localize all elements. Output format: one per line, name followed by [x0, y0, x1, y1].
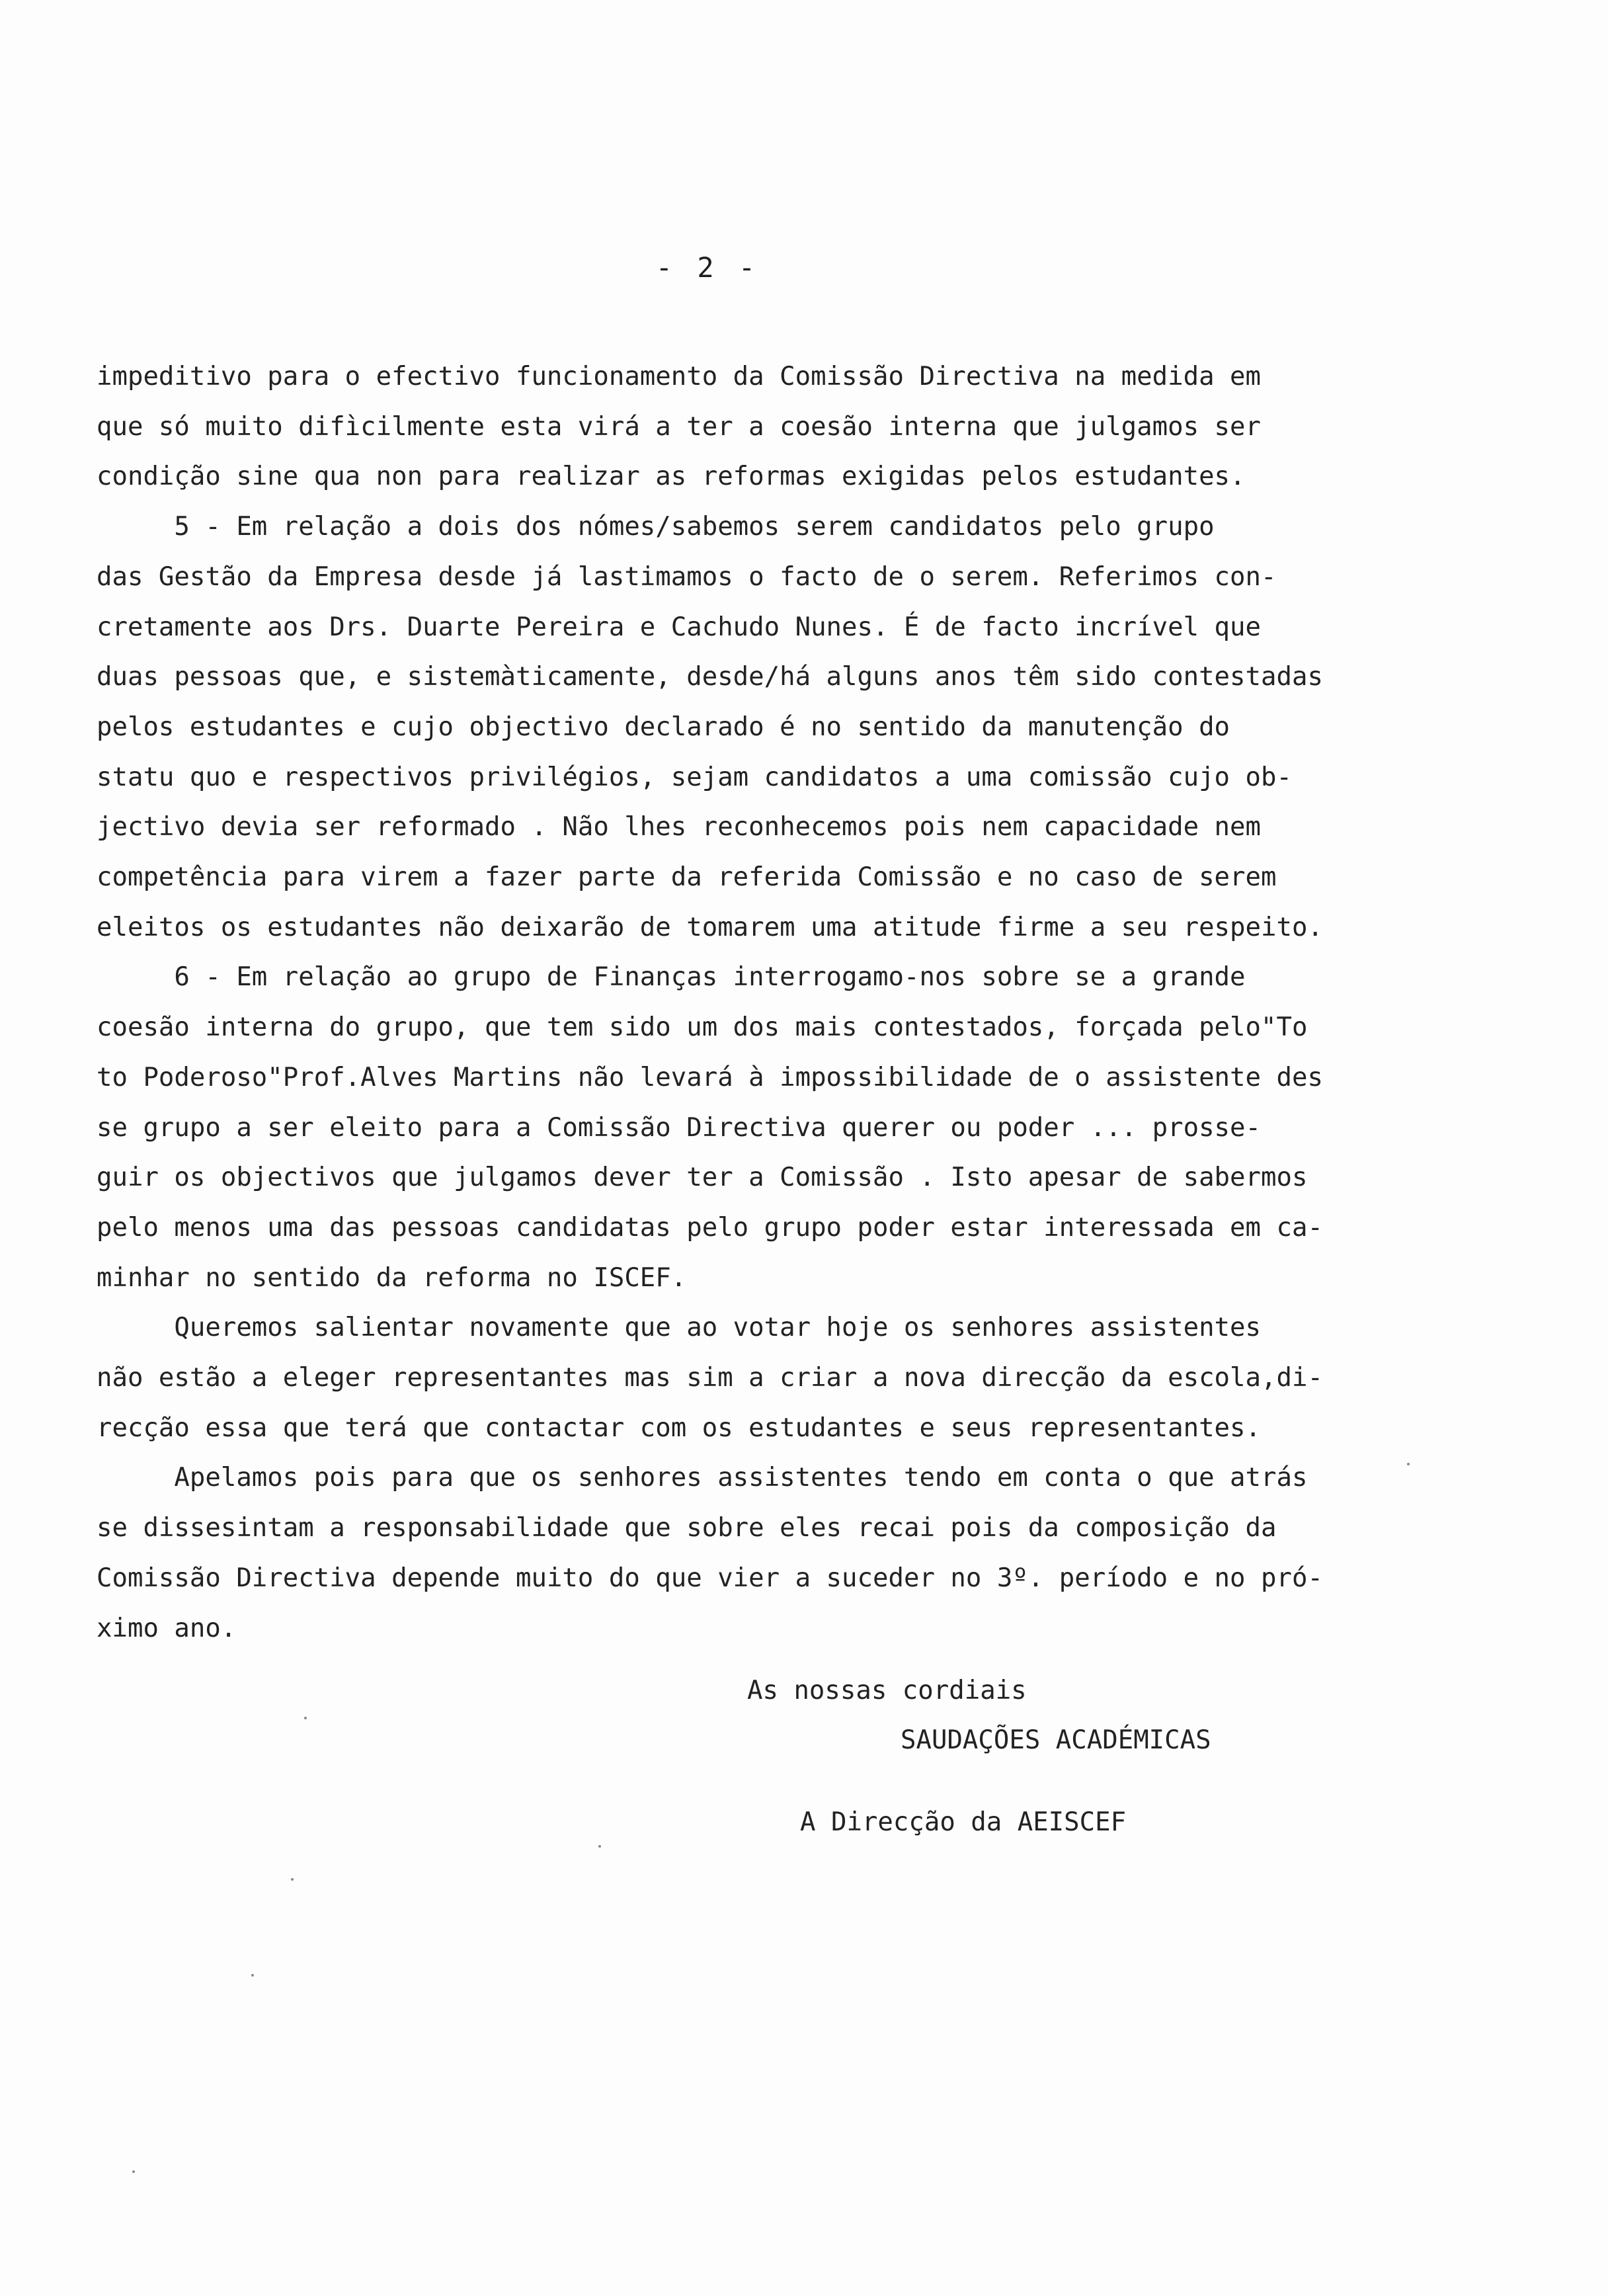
body-line: não estão a eleger representantes mas sim a criar a nova direcção da escola,di- [97, 1363, 1323, 1393]
body-line: minhar no sentido da reforma no ISCEF. [97, 1262, 687, 1293]
body-line: Apelamos pois para que os senhores assistentes tendo em conta o que atrás [97, 1463, 1308, 1493]
body-line: condição sine qua non para realizar as reformas exigidas pelos estudantes. [97, 462, 1246, 492]
body-line: se grupo a ser eleito para a Comissão Directiva querer ou poder ... prosse- [97, 1112, 1261, 1143]
scan-speck [304, 1717, 307, 1719]
body-line: cretamente aos Drs. Duarte Pereira e Cachudo Nunes. É de facto incrível que [97, 612, 1261, 642]
body-line: duas pessoas que, e sistemàticamente, desde/há alguns anos têm sido contestadas [97, 662, 1323, 692]
body-line: 6 - Em relação ao grupo de Finanças interrogamo-nos sobre se a grande [97, 962, 1246, 993]
body-line: to Poderoso"Prof.Alves Martins não levará à impossibilidade de o assistente des [97, 1062, 1323, 1092]
body-line: coesão interna do grupo, que tem sido um dos mais contestados, forçada pelo"To [97, 1012, 1308, 1043]
body-line: pelo menos uma das pessoas candidatas pelo grupo poder estar interessada em ca- [97, 1212, 1323, 1243]
body-line: competência para virem a fazer parte da referida Comissão e no caso de serem [97, 862, 1277, 892]
scan-speck [251, 1974, 254, 1977]
body-line: pelos estudantes e cujo objectivo declarado é no sentido da manutenção do [97, 712, 1230, 742]
closing-greeting: As nossas cordiais [747, 1676, 1027, 1705]
scan-speck [1407, 1463, 1410, 1465]
closing-salutation: SAUDAÇÕES ACADÉMICAS [901, 1725, 1211, 1755]
scan-speck [598, 1845, 601, 1848]
body-line: eleitos os estudantes não deixarão de tomarem uma atitude firme a seu respeito. [97, 912, 1323, 942]
scan-speck [291, 1878, 294, 1881]
signature: A Direcção da AEISCEF [800, 1807, 1127, 1837]
body-line: impeditivo para o efectivo funcionamento da Comissão Directiva na medida em [97, 362, 1261, 391]
scan-speck [132, 2170, 135, 2173]
body-line: statu quo e respectivos privilégios, sejam candidatos a uma comissão cujo ob- [97, 762, 1292, 792]
body-line: guir os objectivos que julgamos dever ter a Comissão . Isto apesar de sabermos [97, 1163, 1308, 1193]
body-line: recção essa que terá que contactar com os estudantes e seus representantes. [97, 1413, 1261, 1443]
body-line: que só muito difìcilmente esta virá a ter a coesão interna que julgamos ser [97, 411, 1261, 442]
body-line: jectivo devia ser reformado . Não lhes reconhecemos pois nem capacidade nem [97, 812, 1261, 842]
body-line: 5 - Em relação a dois dos nómes/sabemos serem candidatos pelo grupo [97, 512, 1215, 542]
body-line: das Gestão da Empresa desde já lastimamos o facto de o serem. Referimos con- [97, 561, 1277, 592]
body-line: se dissesintam a responsabilidade que sobre eles recai pois da composição da [97, 1513, 1277, 1543]
body-line: ximo ano. [97, 1613, 237, 1643]
body-line: Comissão Directiva depende muito do que vier a suceder no 3º. período e no pró- [97, 1563, 1323, 1593]
body-line: Queremos salientar novamente que ao votar hoje os senhores assistentes [97, 1313, 1261, 1343]
page-number: - 2 - [655, 251, 760, 284]
